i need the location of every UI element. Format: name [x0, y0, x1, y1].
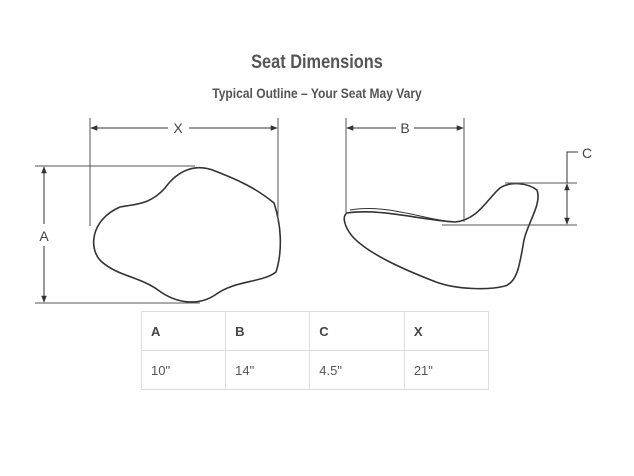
c-leader-line [567, 152, 578, 183]
value-cell-c: 4.5" [310, 351, 405, 390]
seat-side-view-outline [344, 184, 538, 289]
header-cell-b: B [226, 312, 310, 351]
header-cell-c: C [310, 312, 405, 351]
seat-top-view-outline [94, 168, 281, 302]
diagram-subtitle: Typical Outline – Your Seat May Vary [212, 85, 422, 101]
value-cell-b: 14" [226, 351, 310, 390]
a-dimension-label: A [39, 228, 49, 244]
diagram-title: Seat Dimensions [251, 52, 383, 73]
b-dimension-label: B [400, 120, 410, 136]
c-dimension-label: C [582, 145, 593, 161]
header-cell-x: X [404, 312, 488, 351]
x-dimension-label: X [173, 120, 183, 136]
dimensions-table [141, 311, 489, 390]
header-cell-a: A [142, 312, 226, 351]
value-cell-x: 21" [404, 351, 488, 390]
dimensions-header-row [142, 312, 489, 351]
dimensions-value-row [142, 351, 489, 390]
value-cell-a: 10" [142, 351, 226, 390]
